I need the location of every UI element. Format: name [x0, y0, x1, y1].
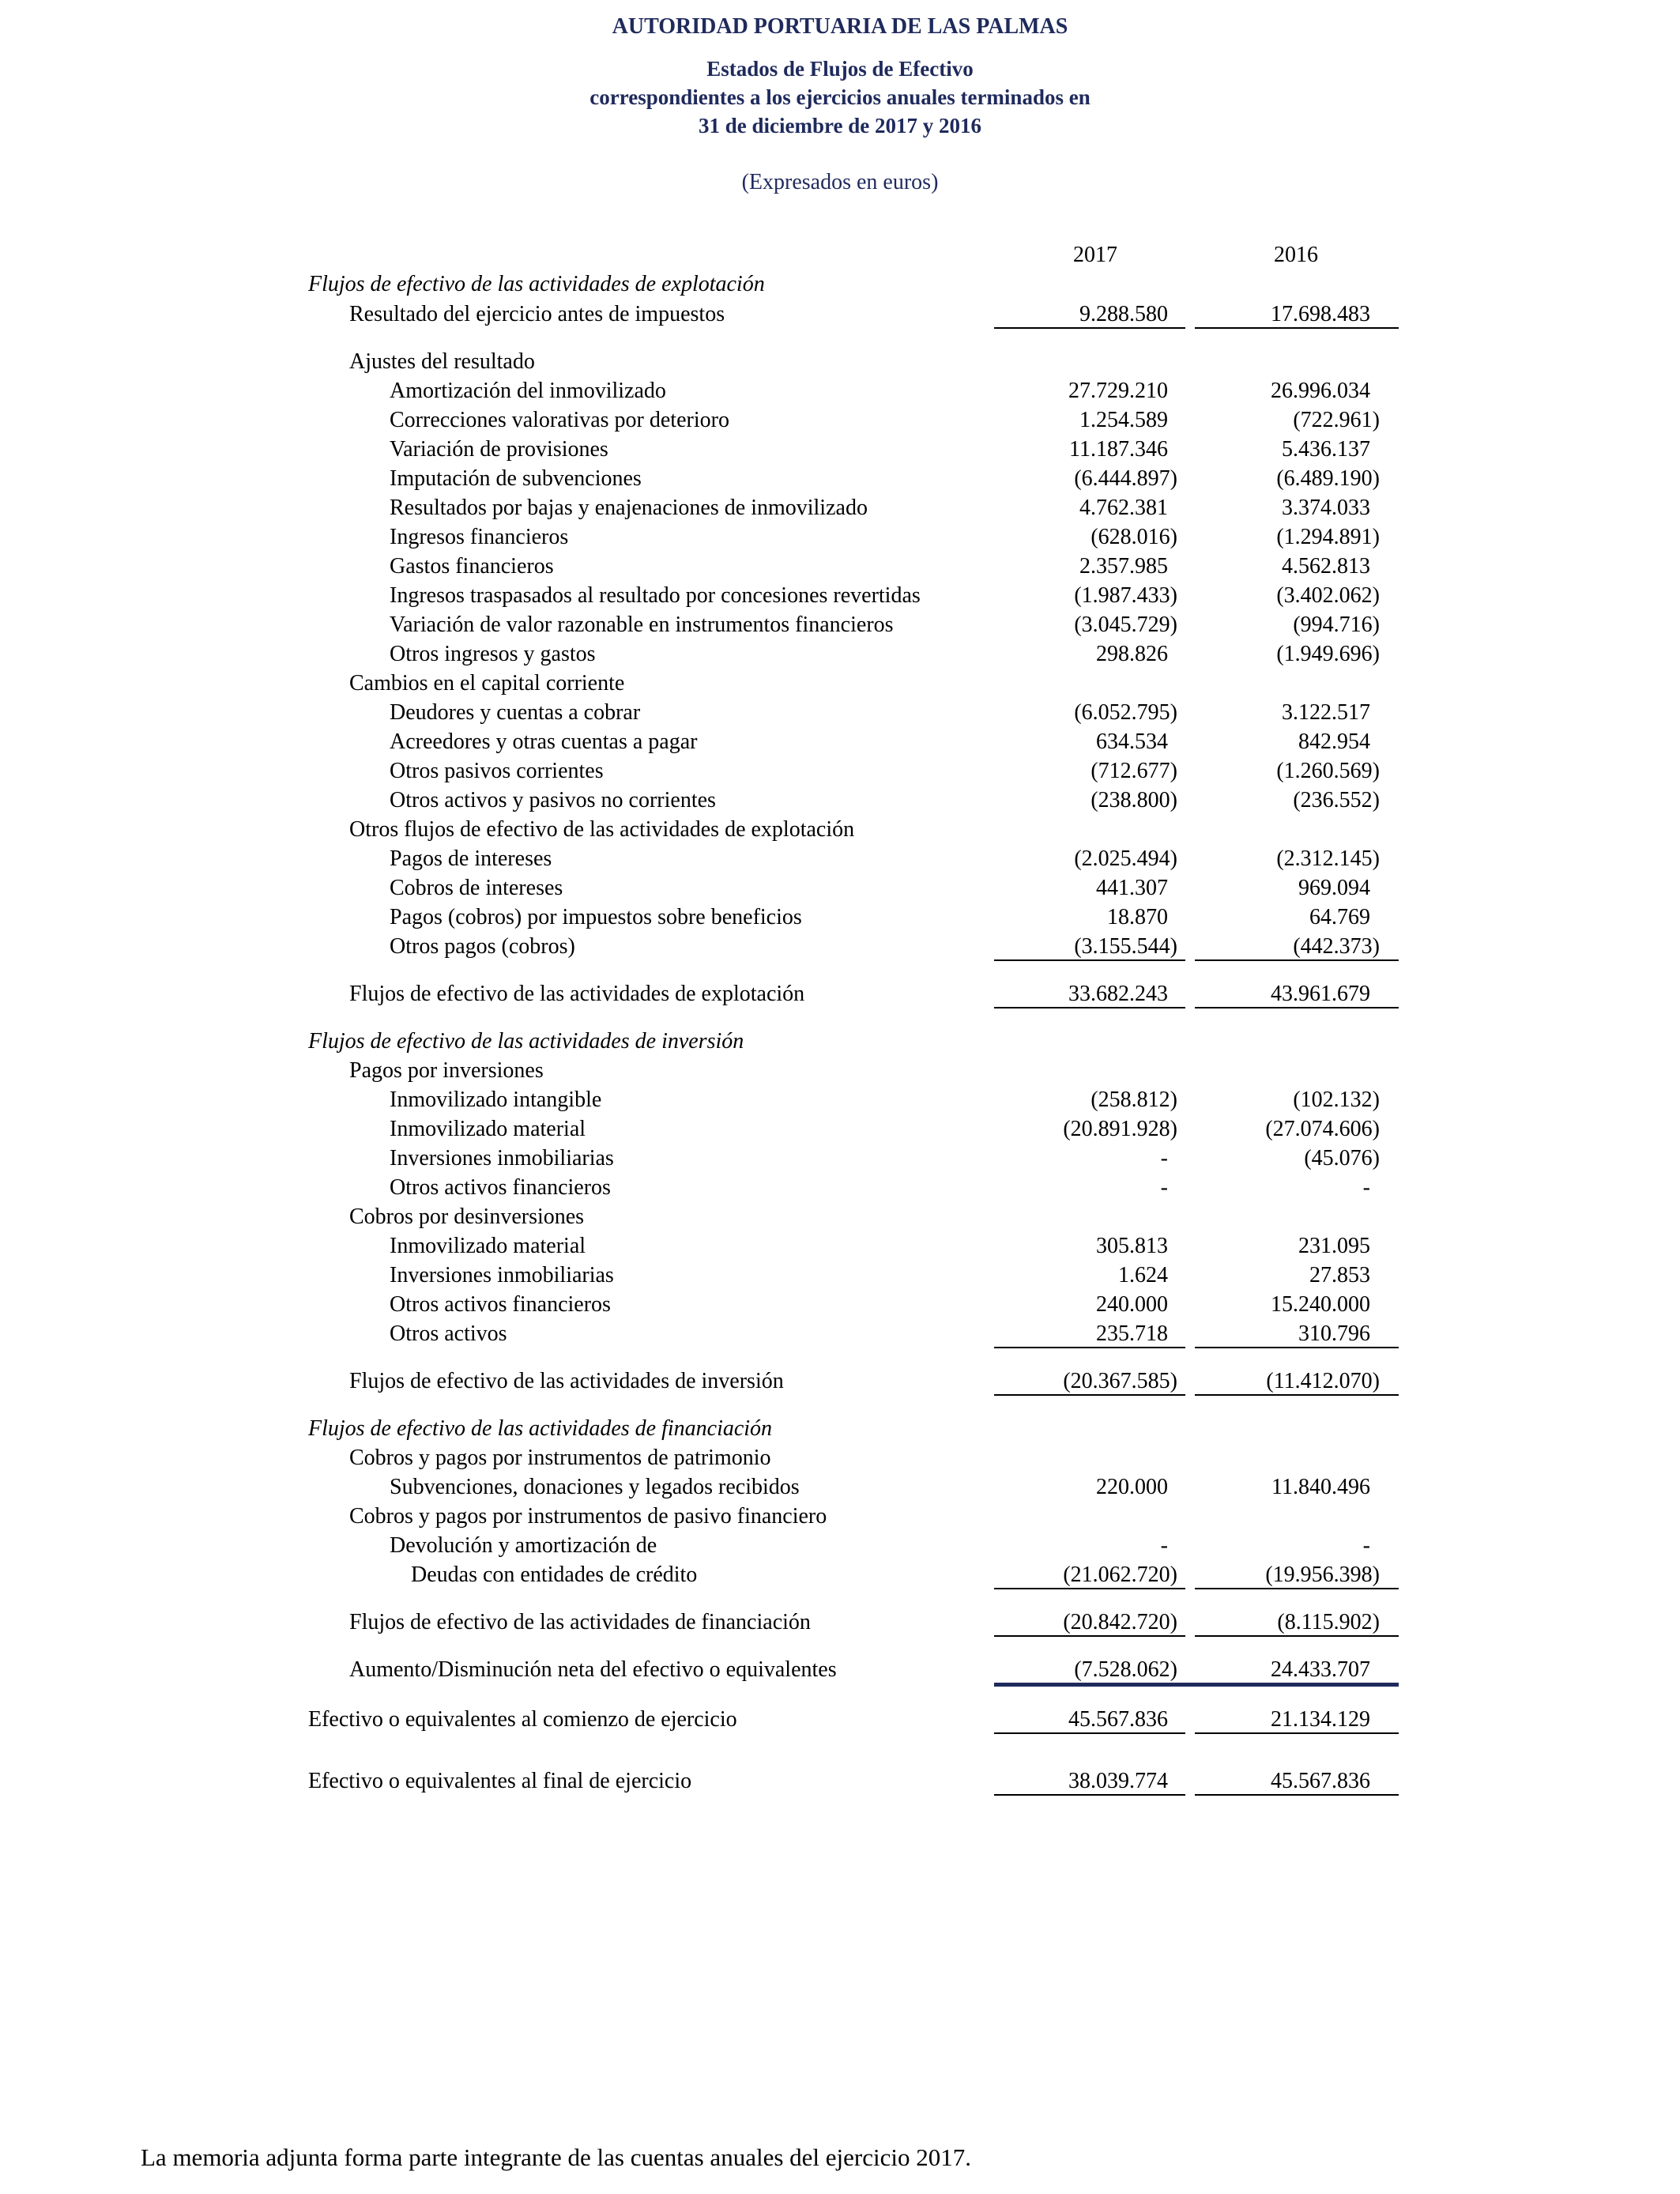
row-label: Otros pasivos corrientes: [390, 759, 604, 783]
subtotal-row: [0, 1608, 1680, 1637]
value-2016: (236.552): [1293, 788, 1380, 812]
row-label: Otros flujos de efectivo de las actividades de explotación: [349, 817, 855, 842]
value-2017: 33.682.243: [1068, 982, 1168, 1006]
total-row: [0, 1656, 1680, 1684]
value-2017: (20.367.585): [1063, 1369, 1177, 1393]
table-row: [0, 1444, 1680, 1472]
value-2016: (45.076): [1304, 1146, 1380, 1171]
table-row: [0, 1291, 1680, 1319]
table-row: [0, 494, 1680, 522]
value-2016: (8.115.902): [1277, 1610, 1380, 1634]
value-2017: 38.039.774: [1068, 1769, 1168, 1793]
table-row: [0, 728, 1680, 756]
row-label: Otros activos financieros: [390, 1292, 611, 1317]
value-2016: 24.433.707: [1271, 1657, 1370, 1682]
row-label: Ingresos financieros: [390, 525, 569, 549]
underline: [994, 959, 1185, 961]
table-row: [0, 1086, 1680, 1114]
value-2017: 45.567.836: [1068, 1707, 1168, 1732]
value-2016: 45.567.836: [1271, 1769, 1370, 1793]
value-2017: 235.718: [1096, 1321, 1168, 1346]
value-2017: 298.826: [1096, 642, 1168, 666]
value-2017: -: [1160, 1146, 1168, 1171]
value-2016: 64.769: [1309, 905, 1370, 929]
value-2017: 27.729.210: [1068, 379, 1168, 403]
table-row: [0, 933, 1680, 961]
value-2017: (6.444.897): [1074, 466, 1177, 491]
statement-subtitle-2: 31 de diciembre de 2017 y 2016: [699, 114, 981, 138]
underline: [1195, 1635, 1399, 1637]
value-2016: 231.095: [1298, 1234, 1370, 1258]
value-2016: (1.260.569): [1276, 759, 1380, 783]
table-row: [0, 435, 1680, 464]
row-label: Variación de provisiones: [390, 437, 608, 462]
value-2017: (628.016): [1090, 525, 1177, 549]
row-label: Acreedores y otras cuentas a pagar: [390, 729, 698, 754]
value-2017: 2.357.985: [1079, 554, 1168, 579]
value-2017: (258.812): [1090, 1088, 1177, 1112]
value-2016: (102.132): [1293, 1088, 1380, 1112]
table-row: [0, 1261, 1680, 1290]
table-row: [0, 786, 1680, 815]
row-label: Variación de valor razonable en instrumentos financieros: [390, 613, 894, 637]
column-header-2017: 2017: [1073, 243, 1117, 267]
row-label: Cobros por desinversiones: [349, 1204, 585, 1229]
value-2017: (20.842.720): [1063, 1610, 1177, 1634]
row-label: Amortización del inmovilizado: [390, 379, 666, 403]
value-2017: (3.155.544): [1074, 934, 1177, 959]
table-row: [0, 816, 1680, 844]
value-2016: (6.489.190): [1276, 466, 1380, 491]
subtotal-row: [0, 1367, 1680, 1396]
underline: [994, 1732, 1185, 1734]
table-row: [0, 669, 1680, 698]
table-row: [0, 300, 1680, 329]
table-row: [0, 1532, 1680, 1560]
underline: [1195, 1394, 1399, 1396]
value-2016: 15.240.000: [1271, 1292, 1370, 1317]
row-label: Pagos de intereses: [390, 846, 552, 871]
value-2016: 969.094: [1298, 876, 1370, 900]
value-2016: 26.996.034: [1271, 379, 1370, 403]
value-2017: (3.045.729): [1074, 613, 1177, 637]
underline: [1195, 1588, 1399, 1589]
underline: [994, 1635, 1185, 1637]
value-2016: 4.562.813: [1282, 554, 1370, 579]
value-2017: (7.528.062): [1074, 1657, 1177, 1682]
value-2016: (11.412.070): [1266, 1369, 1380, 1393]
row-label: Cobros de intereses: [390, 876, 563, 900]
value-2017: 1.624: [1118, 1263, 1168, 1287]
row-label: Ajustes del resultado: [349, 349, 535, 374]
row-label: Correcciones valorativas por deterioro: [390, 408, 729, 432]
subtotal-row: [0, 980, 1680, 1008]
section-title: Flujos de efectivo de las actividades de explotación: [308, 272, 765, 296]
table-row: [0, 406, 1680, 435]
table-row: [0, 1144, 1680, 1173]
row-label: Pagos (cobros) por impuestos sobre beneficios: [390, 905, 802, 929]
row-label: Efectivo o equivalentes al comienzo de ejercicio: [308, 1707, 737, 1732]
value-2017: 11.187.346: [1069, 437, 1168, 462]
table-row: [0, 903, 1680, 932]
table-row: [0, 845, 1680, 873]
row-label: Imputación de subvenciones: [390, 466, 642, 491]
row-label: Flujos de efectivo de las actividades de financiación: [349, 1610, 811, 1634]
value-2016: 21.134.129: [1271, 1707, 1370, 1732]
table-row: [0, 465, 1680, 493]
value-2017: 240.000: [1096, 1292, 1168, 1317]
section-title: Flujos de efectivo de las actividades de inversión: [308, 1029, 744, 1054]
row-label: Efectivo o equivalentes al final de ejercicio: [308, 1769, 692, 1793]
value-2017: 1.254.589: [1079, 408, 1168, 432]
row-label: Cambios en el capital corriente: [349, 671, 625, 696]
value-2017: 441.307: [1096, 876, 1168, 900]
value-2017: -: [1160, 1175, 1168, 1200]
value-2016: (442.373): [1293, 934, 1380, 959]
value-2016: 17.698.483: [1271, 302, 1370, 326]
value-2017: 634.534: [1096, 729, 1168, 754]
value-2017: (20.891.928): [1063, 1117, 1177, 1141]
row-label: Resultados por bajas y enajenaciones de inmovilizado: [390, 496, 868, 520]
row-label: Deudores y cuentas a cobrar: [390, 700, 641, 725]
underline: [1195, 1007, 1399, 1008]
row-label: Inmovilizado material: [390, 1234, 586, 1258]
underline: [994, 1794, 1185, 1796]
value-2017: -: [1160, 1533, 1168, 1558]
row-label: Gastos financieros: [390, 554, 554, 579]
total-row: [0, 1767, 1680, 1796]
column-header-2016: 2016: [1274, 243, 1318, 267]
value-2017: 18.870: [1107, 905, 1168, 929]
row-label: Devolución y amortización de: [390, 1533, 657, 1558]
value-2016: 11.840.496: [1271, 1475, 1370, 1499]
table-row: [0, 582, 1680, 610]
value-2017: (238.800): [1090, 788, 1177, 812]
table-row: [0, 874, 1680, 903]
value-2017: (2.025.494): [1074, 846, 1177, 871]
table-row: [0, 1561, 1680, 1589]
table-row: [0, 640, 1680, 669]
table-row: [0, 699, 1680, 727]
value-2016: (2.312.145): [1276, 846, 1380, 871]
value-2017: (1.987.433): [1074, 583, 1177, 608]
row-label: Otros ingresos y gastos: [390, 642, 596, 666]
row-label: Inmovilizado intangible: [390, 1088, 602, 1112]
units-note: (Expresados en euros): [741, 170, 939, 194]
value-2016: (19.956.398): [1265, 1563, 1380, 1587]
underline: [1195, 1732, 1399, 1734]
table-row: [0, 1174, 1680, 1202]
table-row: [0, 377, 1680, 405]
underline: [994, 1007, 1185, 1008]
total-row: [0, 1706, 1680, 1734]
underline: [994, 1394, 1185, 1396]
section-title: Flujos de efectivo de las actividades de financiación: [308, 1416, 773, 1441]
row-label: Otros activos y pasivos no corrientes: [390, 788, 716, 812]
value-2017: (21.062.720): [1063, 1563, 1177, 1587]
underline: [1195, 1347, 1399, 1348]
table-row: [0, 1502, 1680, 1531]
organization-title: AUTORIDAD PORTUARIA DE LAS PALMAS: [612, 14, 1068, 39]
value-2017: 9.288.580: [1079, 302, 1168, 326]
value-2016: 842.954: [1298, 729, 1370, 754]
table-row: [0, 1473, 1680, 1502]
row-label: Resultado del ejercicio antes de impuestos: [349, 302, 725, 326]
table-row: [0, 1057, 1680, 1085]
value-2016: (722.961): [1293, 408, 1380, 432]
table-row: [0, 348, 1680, 376]
underline: [994, 1347, 1185, 1348]
value-2017: 4.762.381: [1079, 496, 1168, 520]
row-label: Aumento/Disminución neta del efectivo o equivalentes: [349, 1657, 837, 1682]
row-label: Flujos de efectivo de las actividades de explotación: [349, 982, 805, 1006]
value-2016: 27.853: [1309, 1263, 1370, 1287]
row-label: Cobros y pagos por instrumentos de pasivo financiero: [349, 1504, 827, 1529]
table-row: [0, 1320, 1680, 1348]
value-2017: 220.000: [1096, 1475, 1168, 1499]
row-label: Pagos por inversiones: [349, 1058, 544, 1083]
value-2017: (712.677): [1090, 759, 1177, 783]
double-underline: [994, 1683, 1399, 1687]
value-2016: (27.074.606): [1265, 1117, 1380, 1141]
table-row: [0, 611, 1680, 639]
value-2016: (1.294.891): [1276, 525, 1380, 549]
row-label: Otros activos: [390, 1321, 507, 1346]
row-label: Inmovilizado material: [390, 1117, 586, 1141]
underline: [994, 1588, 1185, 1589]
table-row: [0, 1203, 1680, 1231]
value-2016: -: [1362, 1533, 1370, 1558]
footer-note: La memoria adjunta forma parte integrante de las cuentas anuales del ejercicio 2017.: [141, 2143, 971, 2171]
row-label: Deudas con entidades de crédito: [411, 1563, 698, 1587]
value-2016: 310.796: [1298, 1321, 1370, 1346]
table-row: [0, 523, 1680, 552]
value-2017: (6.052.795): [1074, 700, 1177, 725]
section-header-financiacion: [0, 1415, 1680, 1443]
underline: [1195, 959, 1399, 961]
underline: [1195, 327, 1399, 329]
row-label: Ingresos traspasados al resultado por concesiones revertidas: [390, 583, 921, 608]
statement-subtitle-1: correspondientes a los ejercicios anuales terminados en: [590, 85, 1090, 109]
value-2016: (994.716): [1293, 613, 1380, 637]
row-label: Otros pagos (cobros): [390, 934, 575, 959]
table-row: [0, 552, 1680, 581]
value-2016: 5.436.137: [1282, 437, 1370, 462]
value-2016: 3.374.033: [1282, 496, 1370, 520]
section-header-explotacion: [0, 270, 1680, 299]
value-2016: 43.961.679: [1271, 982, 1370, 1006]
underline: [994, 327, 1185, 329]
statement-title: Estados de Flujos de Efectivo: [706, 57, 974, 81]
section-header-inversion: [0, 1027, 1680, 1056]
row-label: Inversiones inmobiliarias: [390, 1263, 614, 1287]
value-2016: (1.949.696): [1276, 642, 1380, 666]
value-2016: 3.122.517: [1282, 700, 1370, 725]
row-label: Subvenciones, donaciones y legados recibidos: [390, 1475, 800, 1499]
row-label: Inversiones inmobiliarias: [390, 1146, 614, 1171]
row-label: Otros activos financieros: [390, 1175, 611, 1200]
value-2017: 305.813: [1096, 1234, 1168, 1258]
underline: [1195, 1794, 1399, 1796]
row-label: Cobros y pagos por instrumentos de patrimonio: [349, 1446, 771, 1470]
value-2016: (3.402.062): [1276, 583, 1380, 608]
table-row: [0, 1232, 1680, 1261]
table-row: [0, 1115, 1680, 1144]
row-label: Flujos de efectivo de las actividades de inversión: [349, 1369, 784, 1393]
value-2016: -: [1362, 1175, 1370, 1200]
table-row: [0, 757, 1680, 786]
